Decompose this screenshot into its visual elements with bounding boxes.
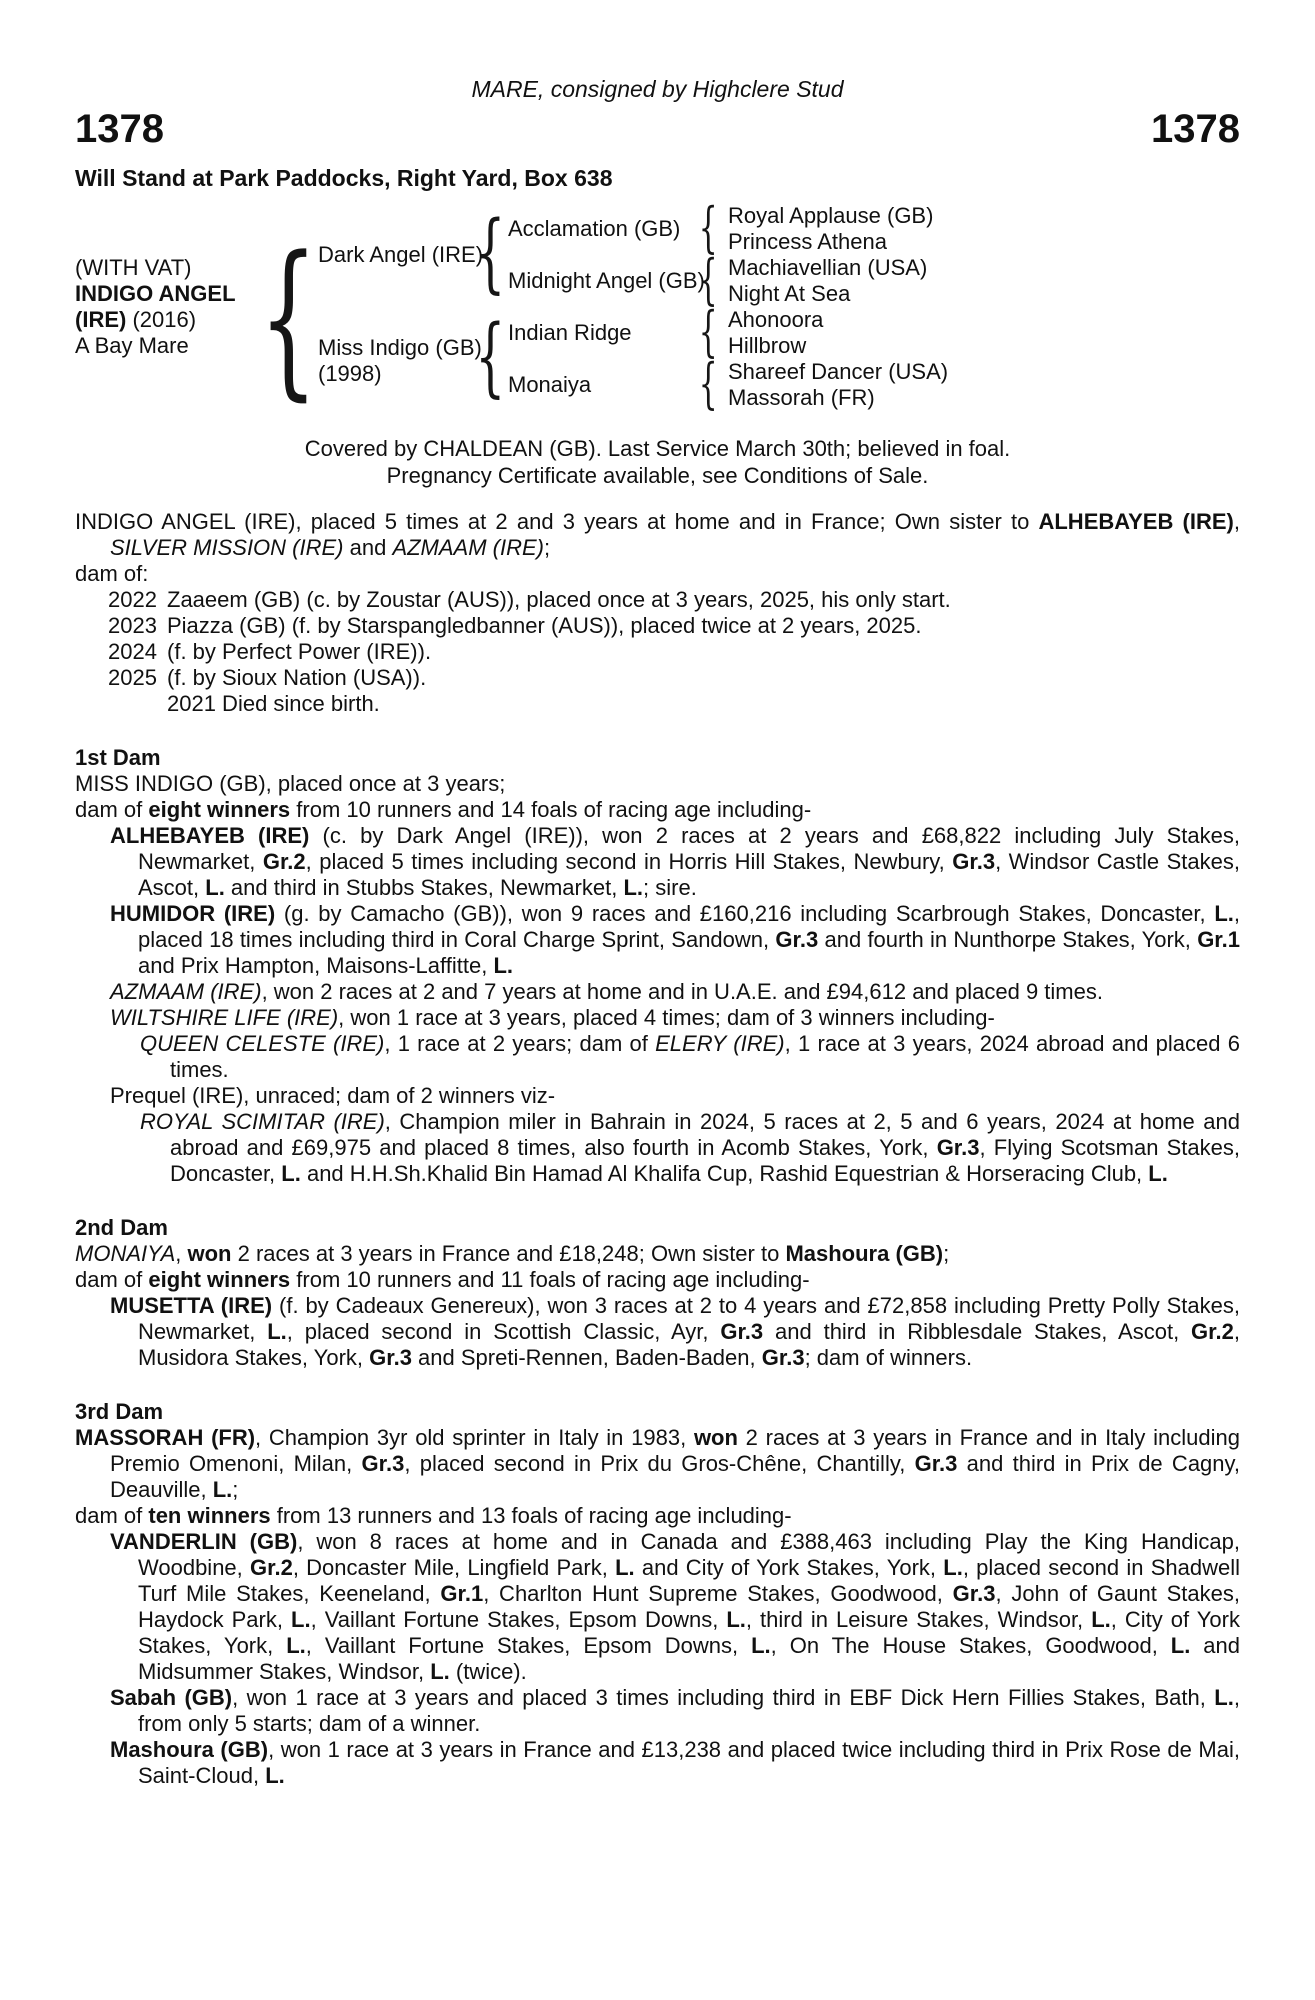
emphasised-text: Gr.3 [952, 1581, 996, 1606]
emphasised-text: ten winners [148, 1503, 271, 1528]
dam-name-text: Miss Indigo (GB) [318, 335, 482, 360]
pedigree-paragraph: dam of ten winners from 13 runners and 13 foals of racing age including- [75, 1503, 792, 1528]
produce-year: 2023 [108, 613, 157, 638]
pedigree-table [75, 197, 1240, 419]
great-grandparent-name: Massorah (FR) [728, 385, 875, 410]
pedigree-paragraph: Sabah (GB), won 1 race at 3 years and placed 3 times including third in EBF Dick Hern Fillies Stakes, Bath, L., from only 5 starts; dam of a winner. [110, 1685, 1240, 1736]
emphasised-text: L. [286, 1633, 306, 1658]
produce-text: (f. by Perfect Power (IRE)). [167, 639, 432, 664]
emphasised-text: Gr.3 [761, 1345, 805, 1370]
pedigree-brace: { [698, 196, 718, 259]
emphasised-text: L. [267, 1319, 287, 1344]
pedigree-paragraph: MUSETTA (IRE) (f. by Cadeaux Genereux), won 3 races at 2 to 4 years and £72,858 including Pretty Polly Stakes, Newmarket, L., placed second in Scottish Classic, Ayr, Gr.3 and third in Ribblesdale Stakes, Ascot, Gr.2, Musidora Stakes, York, Gr.3 and Spreti-Rennen, Baden-Baden, Gr.3; dam of winners. [110, 1293, 1240, 1370]
emphasised-text: ALHEBAYEB (IRE) [110, 823, 310, 848]
spacer [75, 1371, 1240, 1399]
colour-sex: A Bay Mare [75, 333, 189, 358]
lot-number-left: 1378 [75, 107, 164, 151]
dam-year: (1998) [318, 361, 382, 386]
emphasised-text: Gr.2 [262, 849, 306, 874]
emphasised-text: L. [623, 875, 644, 900]
emphasised-text: Sabah (GB) [110, 1685, 233, 1710]
pedigree-paragraph: VANDERLIN (GB), won 8 races at home and in Canada and £388,463 including Play the King Handicap, Woodbine, Gr.2, Doncaster Mile, Lingfield Park, L. and City of York Stakes, York, L., placed second in Shadwell Turf Mile Stakes, Keeneland, Gr.1, Charlton Hunt Supreme Stakes, Goodwood, Gr.3, John of Gaunt Stakes, Haydock Park, L., Vaillant Fortune Stakes, Epsom Downs, L., third in Leisure Stakes, Windsor, L., City of York Stakes, York, L., Vaillant Fortune Stakes, Epsom Downs, L., On The House Stakes, Goodwood, L. and Midsummer Stakes, Windsor, L. (twice). [110, 1529, 1241, 1684]
pedigree-paragraph: AZMAAM (IRE), won 2 races at 2 and 7 years at home and in U.A.E. and £94,612 and placed 9 times. [110, 979, 1103, 1004]
produce-year: 2024 [108, 639, 157, 664]
emphasised-text: Mashoura (GB) [110, 1737, 269, 1762]
emphasised-text: MONAIYA [75, 1241, 176, 1266]
grandsire-name: Acclamation (GB) [508, 216, 681, 241]
great-grandparent-name: Machiavellian (USA) [728, 255, 928, 280]
emphasised-text: AZMAAM (IRE) [392, 535, 544, 560]
great-grandparent-name: Night At Sea [728, 281, 851, 306]
emphasised-text: MUSETTA (IRE) [110, 1293, 273, 1318]
emphasised-text: L. [726, 1607, 746, 1632]
emphasised-text: eight winners [148, 1267, 291, 1292]
pedigree-paragraph: dam of: [75, 561, 149, 586]
produce-row [75, 665, 1240, 691]
dam-brace: { [474, 307, 506, 407]
great-grandparent-name: Shareef Dancer (USA) [728, 359, 949, 384]
emphasised-text: Gr.1 [440, 1581, 484, 1606]
great-grandparent-name: Royal Applause (GB) [728, 203, 934, 228]
emphasised-text: VANDERLIN (GB) [110, 1529, 298, 1554]
emphasised-text: L. [943, 1555, 963, 1580]
emphasised-text: won [693, 1425, 738, 1450]
pedigree-paragraph: ROYAL SCIMITAR (IRE), Champion miler in Bahrain in 2024, 5 races at 2, 5 and 6 years, 2024 at home and abroad and £69,975 and placed 8 times, also fourth in Acomb Stakes, York, Gr.3, Flying Scotsman Stakes, Doncaster, L. and H.H.Sh.Khalid Bin Hamad Al Khalifa Cup, Rashid Equestrian & Horseracing Club, L. [140, 1109, 1240, 1186]
covering-line1: Covered by CHALDEAN (GB). Last Service March 30th; believed in foal. [304, 436, 1011, 461]
emphasised-text: L. [1214, 1685, 1234, 1710]
consignment-title: MARE, consigned by Highclere Stud [471, 76, 844, 102]
horse-name: INDIGO ANGEL (IRE) [75, 281, 236, 332]
emphasised-text: L. [1170, 1633, 1191, 1658]
pedigree-paragraph: ALHEBAYEB (IRE) (c. by Dark Angel (IRE)), won 2 races at 2 years and £68,822 including July Stakes, Newmarket, Gr.2, placed 5 times including second in Horris Hill Stakes, Newbury, Gr.3, Windsor Castle Stakes, Ascot, L. and third in Stubbs Stakes, Newmarket, L.; sire. [110, 823, 1240, 900]
pedigree-paragraph: Prequel (IRE), unraced; dam of 2 winners viz- [110, 1083, 556, 1108]
pedigree-paragraph: dam of eight winners from 10 runners and 11 foals of racing age including- [75, 1267, 810, 1292]
dam-heading: 3rd Dam [75, 1399, 164, 1424]
great-grandparent-name: Ahonoora [728, 307, 824, 332]
pedigree-root-brace: { [258, 220, 318, 416]
vat-note: (WITH VAT) [75, 255, 192, 280]
emphasised-text: L. [751, 1633, 771, 1658]
emphasised-text: L. [265, 1763, 285, 1788]
pedigree-paragraph: MASSORAH (FR), Champion 3yr old sprinter in Italy in 1983, won 2 races at 3 years in France and in Italy including Premio Omenoni, Milan, Gr.3, placed second in Prix du Gros-Chêne, Chantilly, Gr.3 and third in Prix de Cagny, Deauville, L.; [75, 1425, 1240, 1502]
emphasised-text: Gr.3 [361, 1451, 405, 1476]
emphasised-text: L. [1214, 901, 1234, 926]
emphasised-text: Gr.3 [914, 1451, 958, 1476]
emphasised-text: L. [493, 953, 513, 978]
emphasised-text: ALHEBAYEB (IRE) [1038, 509, 1234, 534]
produce-year [108, 691, 167, 717]
pedigree-paragraph: MONAIYA, won 2 races at 3 years in France and £18,248; Own sister to Mashoura (GB); [75, 1241, 950, 1266]
emphasised-text: Gr.3 [369, 1345, 412, 1370]
produce-text: Zaaeem (GB) (c. by Zoustar (AUS)), placed once at 3 years, 2025, his only start. [167, 587, 951, 612]
emphasised-text: WILTSHIRE LIFE (IRE) [110, 1005, 339, 1030]
emphasised-text: Gr.2 [250, 1555, 293, 1580]
pedigree-paragraph: INDIGO ANGEL (IRE), placed 5 times at 2 and 3 years at home and in France; Own sister to ALHEBAYEB (IRE), SILVER MISSION (IRE) and AZMAAM (IRE); [75, 509, 1240, 560]
emphasised-text: Gr.3 [952, 849, 996, 874]
emphasised-text: L. [281, 1161, 301, 1186]
dam-heading: 1st Dam [75, 745, 161, 770]
pedigree-brace: { [698, 300, 718, 363]
pedigree-brace: { [698, 248, 718, 311]
emphasised-text: AZMAAM (IRE) [110, 979, 262, 1004]
great-grandparent-name: Princess Athena [728, 229, 887, 254]
emphasised-text: won [187, 1241, 232, 1266]
dam-heading: 2nd Dam [75, 1215, 168, 1240]
produce-year: 2025 [108, 665, 157, 690]
emphasised-text: Gr.3 [775, 927, 819, 952]
pedigree-paragraph: HUMIDOR (IRE) (g. by Camacho (GB)), won 9 races and £160,216 including Scarbrough Stakes, Doncaster, L., placed 18 times including third in Coral Charge Sprint, Sandown, Gr.3 and fourth in Nunthorpe Stakes, York, Gr.1 and Prix Hampton, Maisons-Laffitte, L. [110, 901, 1241, 978]
emphasised-text: L. [1091, 1607, 1111, 1632]
covering-line2: Pregnancy Certificate available, see Conditions of Sale. [386, 463, 929, 488]
emphasised-text: ELERY (IRE) [655, 1031, 785, 1056]
granddam-name: Monaiya [508, 372, 592, 397]
produce-text: (f. by Sioux Nation (USA)). [167, 665, 427, 690]
pedigree-paragraph: dam of eight winners from 10 runners and 14 foals of racing age including- [75, 797, 812, 822]
produce-year: 2022 [108, 587, 157, 612]
grandsire-name: Indian Ridge [508, 320, 632, 345]
emphasised-text: L. [615, 1555, 635, 1580]
emphasised-text: MASSORAH (FR) [75, 1425, 256, 1450]
emphasised-text: Mashoura (GB) [785, 1241, 944, 1266]
pedigree-paragraph: MISS INDIGO (GB), placed once at 3 years; [75, 771, 506, 796]
emphasised-text: ROYAL SCIMITAR (IRE) [140, 1109, 385, 1134]
sire-brace: { [474, 203, 506, 303]
emphasised-text: QUEEN CELESTE (IRE) [140, 1031, 385, 1056]
emphasised-text: Gr.2 [1191, 1319, 1234, 1344]
covering-note [75, 435, 1240, 489]
granddam-name: Midnight Angel (GB) [508, 268, 705, 293]
emphasised-text: SILVER MISSION (IRE) [110, 535, 344, 560]
emphasised-text: Gr.1 [1197, 927, 1240, 952]
catalogue-body [75, 509, 1240, 1789]
produce-text: 2021 Died since birth. [167, 691, 380, 716]
pedigree-brace: { [698, 352, 718, 415]
stand-location-note: Will Stand at Park Paddocks, Right Yard, Box 638 [75, 165, 613, 191]
emphasised-text: L. [205, 875, 225, 900]
pedigree-paragraph: WILTSHIRE LIFE (IRE), won 1 race at 3 years, placed 4 times; dam of 3 winners including- [110, 1005, 995, 1030]
produce-row [75, 587, 1240, 613]
emphasised-text: L. [291, 1607, 311, 1632]
pedigree-paragraph: Mashoura (GB), won 1 race at 3 years in France and £13,238 and placed twice including third in Prix Rose de Mai, Saint-Cloud, L. [110, 1737, 1240, 1788]
lot-number-right: 1378 [1151, 107, 1240, 151]
emphasised-text: L. [430, 1659, 450, 1684]
emphasised-text: Gr.3 [936, 1135, 980, 1160]
emphasised-text: HUMIDOR (IRE) [110, 901, 276, 926]
produce-row [75, 691, 1240, 717]
produce-text: Piazza (GB) (f. by Starspangledbanner (AUS)), placed twice at 2 years, 2025. [167, 613, 922, 638]
spacer [75, 1187, 1240, 1215]
emphasised-text: Gr.3 [720, 1319, 764, 1344]
emphasised-text: L. [1148, 1161, 1168, 1186]
emphasised-text: L. [212, 1477, 233, 1502]
produce-row [75, 613, 1240, 639]
emphasised-text: eight winners [148, 797, 291, 822]
birth-year: (2016) [132, 307, 197, 332]
produce-row [75, 639, 1240, 665]
lot-horse-details [75, 255, 285, 359]
spacer [75, 717, 1240, 745]
dam-name [318, 335, 482, 387]
sire-name: Dark Angel (IRE) [318, 242, 484, 267]
great-grandparent-name: Hillbrow [728, 333, 807, 358]
lot-number-row [75, 107, 1240, 151]
pedigree-paragraph: QUEEN CELESTE (IRE), 1 race at 2 years; dam of ELERY (IRE), 1 race at 3 years, 2024 abroad and placed 6 times. [140, 1031, 1240, 1082]
horse-name-line [75, 281, 285, 333]
